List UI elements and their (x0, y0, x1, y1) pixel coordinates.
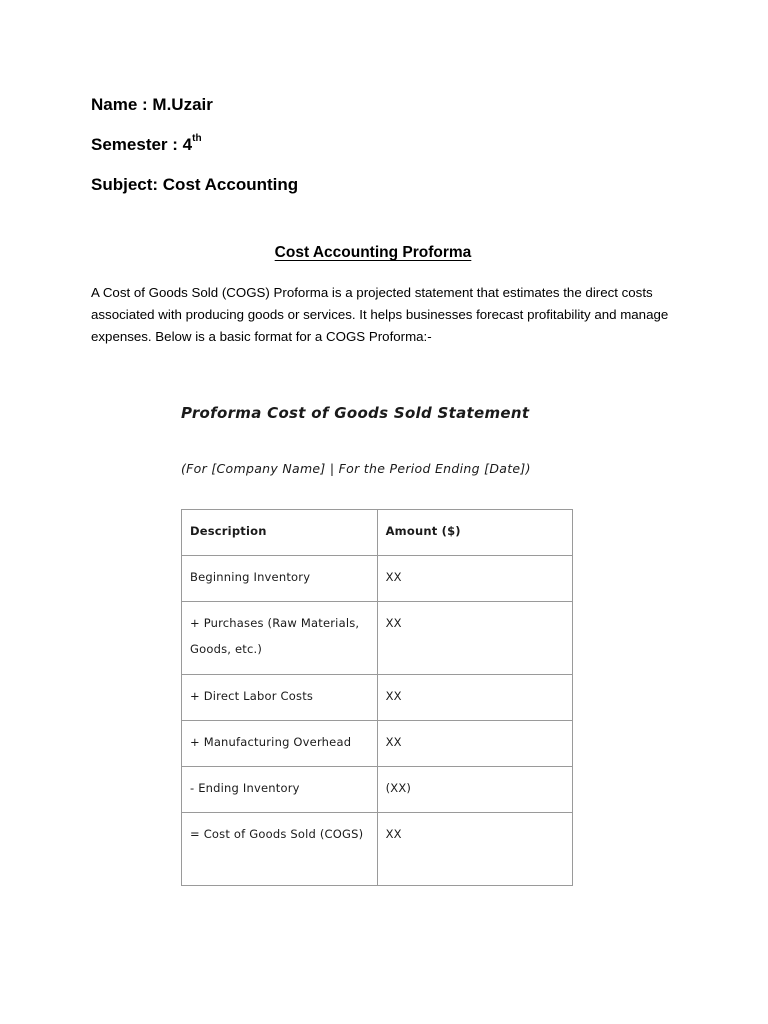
student-name: Name : M.Uzair (91, 95, 213, 114)
row-amount-cell (377, 602, 572, 675)
row-amount: XX (385, 689, 402, 703)
row-description-cell (182, 767, 378, 813)
row-description-cell (182, 556, 378, 602)
row-amount: (XX) (385, 781, 412, 795)
intro-paragraph: A Cost of Goods Sold (COGS) Proforma is a projected statement that estimates the direct costs associated with producing goods or services. It helps businesses forecast profitability and manage expenses. Below is a basic format for a COGS Proforma:- (91, 285, 669, 344)
row-amount: XX (385, 827, 402, 841)
table-row (182, 602, 573, 675)
cogs-table (181, 509, 573, 886)
row-amount-cell (377, 813, 572, 886)
table-row (182, 767, 573, 813)
row-description-cell (182, 813, 378, 886)
document-heading: Cost Accounting Proforma (274, 244, 472, 261)
row-description: + Direct Labor Costs (190, 689, 314, 703)
row-amount-cell (377, 556, 572, 602)
row-amount: XX (385, 570, 402, 584)
table-row (182, 675, 573, 721)
semester-suffix: th (192, 133, 202, 145)
semester-label: Semester : 4 (91, 135, 193, 154)
table-row (182, 813, 573, 886)
row-description-cell (182, 675, 378, 721)
subject-line: Subject: Cost Accounting (91, 175, 299, 194)
table-row (182, 556, 573, 602)
column-header-amount (377, 510, 572, 556)
row-amount-cell (377, 767, 572, 813)
statement-subtitle: (For [Company Name] | For the Period Ending [Date]) (181, 461, 531, 476)
statement-title: Proforma Cost of Goods Sold Statement (181, 404, 530, 422)
row-description: + Manufacturing Overhead (190, 735, 352, 749)
table-row (182, 721, 573, 767)
column-header-amount-text: Amount ($) (385, 524, 461, 538)
row-amount: XX (385, 735, 402, 749)
row-amount-cell (377, 675, 572, 721)
row-description: + Purchases (Raw Materials, Goods, etc.) (190, 616, 360, 656)
table-header-row (182, 510, 573, 556)
semester-line (91, 135, 202, 155)
row-description-cell (182, 602, 378, 675)
row-description: = Cost of Goods Sold (COGS) (190, 827, 364, 841)
row-description-cell (182, 721, 378, 767)
column-header-description-text: Description (190, 524, 267, 538)
row-description: - Ending Inventory (190, 781, 300, 795)
row-description: Beginning Inventory (190, 570, 311, 584)
row-amount: XX (385, 616, 402, 630)
row-amount-cell (377, 721, 572, 767)
column-header-description (182, 510, 378, 556)
